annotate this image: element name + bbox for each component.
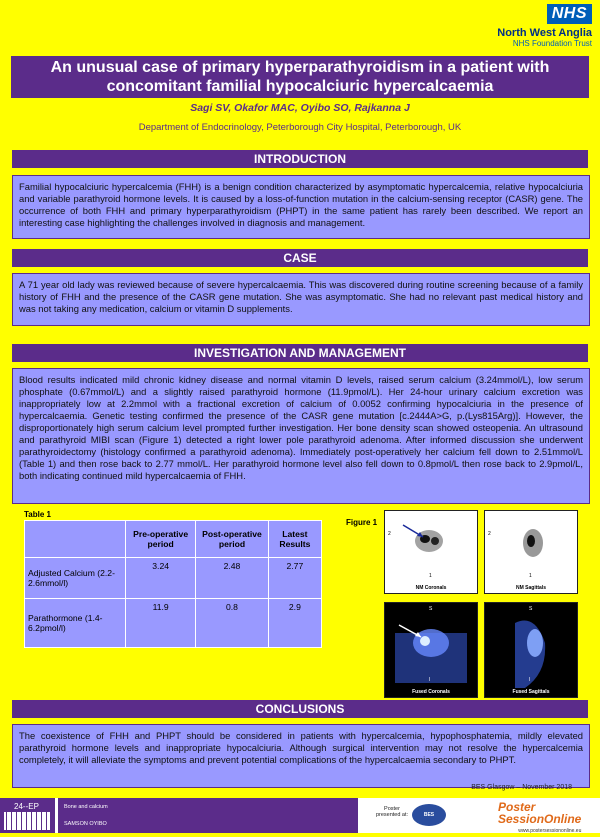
table-cell: 2.77 [268, 558, 321, 599]
table-header-cell: Post-operative period [196, 521, 269, 558]
scan-image [385, 603, 477, 697]
conference-note: BES Glasgow – November 2018 [471, 784, 572, 791]
scan-mark: S [529, 606, 533, 612]
conclusions-text: The coexistence of FHH and PHPT should be considered in patients with hypercalcemia, hypophosphatemia, mildly elevated parathyroid hormone levels and inappropriate hypocalciuria. Although surgical intervention may not resolve the hypercalcemia completely, it will alleviate the symptoms and prevent potential complications of the hypercalcaemia secondary to PHPT. [12, 724, 590, 788]
row-label: Parathormone (1.4-6.2pmol/l) [25, 599, 126, 648]
scan-image [385, 511, 477, 593]
panel-caption: NM Sagittals [515, 585, 546, 591]
panel-caption: Fused Sagittals [512, 689, 550, 695]
brand-line-1: Poster [498, 800, 536, 814]
organisation-name: North West Anglia [497, 27, 592, 39]
fused-sagittals-panel [484, 602, 578, 698]
scan-image [485, 511, 577, 593]
authors: Sagi SV, Okafor MAC, Oyibo SO, Rajkanna J [190, 102, 410, 114]
investigation-heading: INVESTIGATION AND MANAGEMENT [12, 344, 588, 362]
nm-sagittals-panel [484, 510, 578, 594]
scan-mark: 1 [429, 573, 432, 579]
introduction-heading: INTRODUCTION [12, 150, 588, 168]
table-cell: 11.9 [126, 599, 196, 648]
scan-mark: 1 [529, 573, 532, 579]
poster-number: 24--EP [14, 802, 39, 811]
bes-logo: BES [412, 804, 446, 826]
poster-title [11, 56, 589, 98]
poster-presenter: SAMSON OYIBO [64, 821, 107, 827]
title-line-2: concomitant familial hypocalciuric hypercalcaemia [106, 78, 494, 95]
scan-image [485, 603, 577, 697]
table-row [25, 599, 322, 648]
table-header-cell: Pre-operative period [126, 521, 196, 558]
scan-mark: I [429, 677, 431, 683]
table-header-cell [25, 521, 126, 558]
table-header-row [25, 521, 322, 558]
table-cell: 2.9 [268, 599, 321, 648]
poster-topic: Bone and calcium [64, 804, 108, 810]
introduction-text: Familial hypocalciuric hypercalcemia (FHH) is a benign condition characterized by asymptomatic hypercalcemia, relative hypocalciuria and variable parathyroid hormone levels. It is caused by a loss-of-function mutation in the calcium-sensing receptor (CASR) gene. The occurrence of both FHH and primary hyperparathyroidism (PHPT) in the same patient has rarely been described. We report an interesting case highlighting the challenges involved in diagnosis and management. [12, 175, 590, 239]
brand-url: www.postersessiononline.eu [518, 828, 582, 834]
table-row [25, 558, 322, 599]
table-label: Table 1 [24, 510, 51, 519]
figure-label: Figure 1 [346, 518, 378, 527]
scan-mark: 2 [388, 531, 391, 537]
table-cell: 3.24 [126, 558, 196, 599]
nm-coronals-panel [384, 510, 478, 594]
nhs-branding [472, 4, 592, 48]
scan-mark: 2 [488, 531, 491, 537]
panel-caption: NM Coronals [415, 585, 447, 591]
table-cell: 0.8 [196, 599, 269, 648]
poster-meta [58, 798, 358, 833]
department: Department of Endocrinology, Peterborough City Hospital, Peterborough, UK [138, 122, 462, 133]
brand-line-2: SessionOnline [498, 812, 582, 826]
table-header-cell: Latest Results [268, 521, 321, 558]
case-text: A 71 year old lady was reviewed because of severe hypercalcaemia. This was discovered during routine screening because of a family history of FHH and the presence of the CASR gene mutation. She was asymptomatic. She had no relevant past medical history and was not taking any medication, calcium or vitamin D supplements. [12, 273, 590, 326]
case-heading: CASE [12, 249, 588, 267]
title-line-1: An unusual case of primary hyperparathyroidism in a patient with [50, 59, 550, 76]
table-cell: 2.48 [196, 558, 269, 599]
results-table [24, 520, 322, 648]
presented-at-label: Poster presented at: [375, 806, 409, 818]
fused-coronals-panel [384, 602, 478, 698]
conclusions-heading: CONCLUSIONS [12, 700, 588, 718]
row-label: Adjusted Calcium (2.2-2.6mmol/l) [25, 558, 126, 599]
scan-mark: S [429, 606, 433, 612]
poster-id-block [0, 798, 55, 833]
mibi-scan-figure [384, 510, 590, 696]
scan-mark: I [529, 677, 531, 683]
investigation-text: Blood results indicated mild chronic kidney disease and normal vitamin D levels, raised serum calcium (3.24mmol/L), low serum phosphate (0.67mmol/L) and a slightly raised parathyroid hormone (11.9pmol/L). Her 24-hour urinary calcium excretion was inappropriately low at 2.2mmol with a fractional excretion of calcium of 0.0052 confirming hypocalciuria in the presence of hypercalcaemia. Genetic testing confirmed the presence of the CASR gene mutation [c.2444A>G, p.(Lys815Arg)]. However, the disproportionately high serum calcium level prompted further investigation. Her bone density scan showed osteopenia. An ultrasound and parathyroid MIBI scan (Figure 1) detected a right lower pole parathyroid adenoma. After informed discussion she underwent parathyroidectomy (histology confirmed a parathyroid adenoma). Immediately post-operatively her calcium fell down to 2.51mmol/L (Table 1) and then rose back to 2.77 mmol/L. Her parathyroid hormone level also fell down to 0.8pmol/L then rose back to 2.9pmol/L, both indicating continued mild hypercalcaemia of FHH. [12, 368, 590, 504]
footer [0, 798, 600, 833]
panel-caption: Fused Coronals [412, 689, 450, 695]
postersessiononline-logo[interactable] [498, 801, 581, 837]
barcode-icon [4, 812, 50, 830]
nhs-logo: NHS [547, 4, 592, 24]
trust-name: NHS Foundation Trust [512, 39, 592, 48]
